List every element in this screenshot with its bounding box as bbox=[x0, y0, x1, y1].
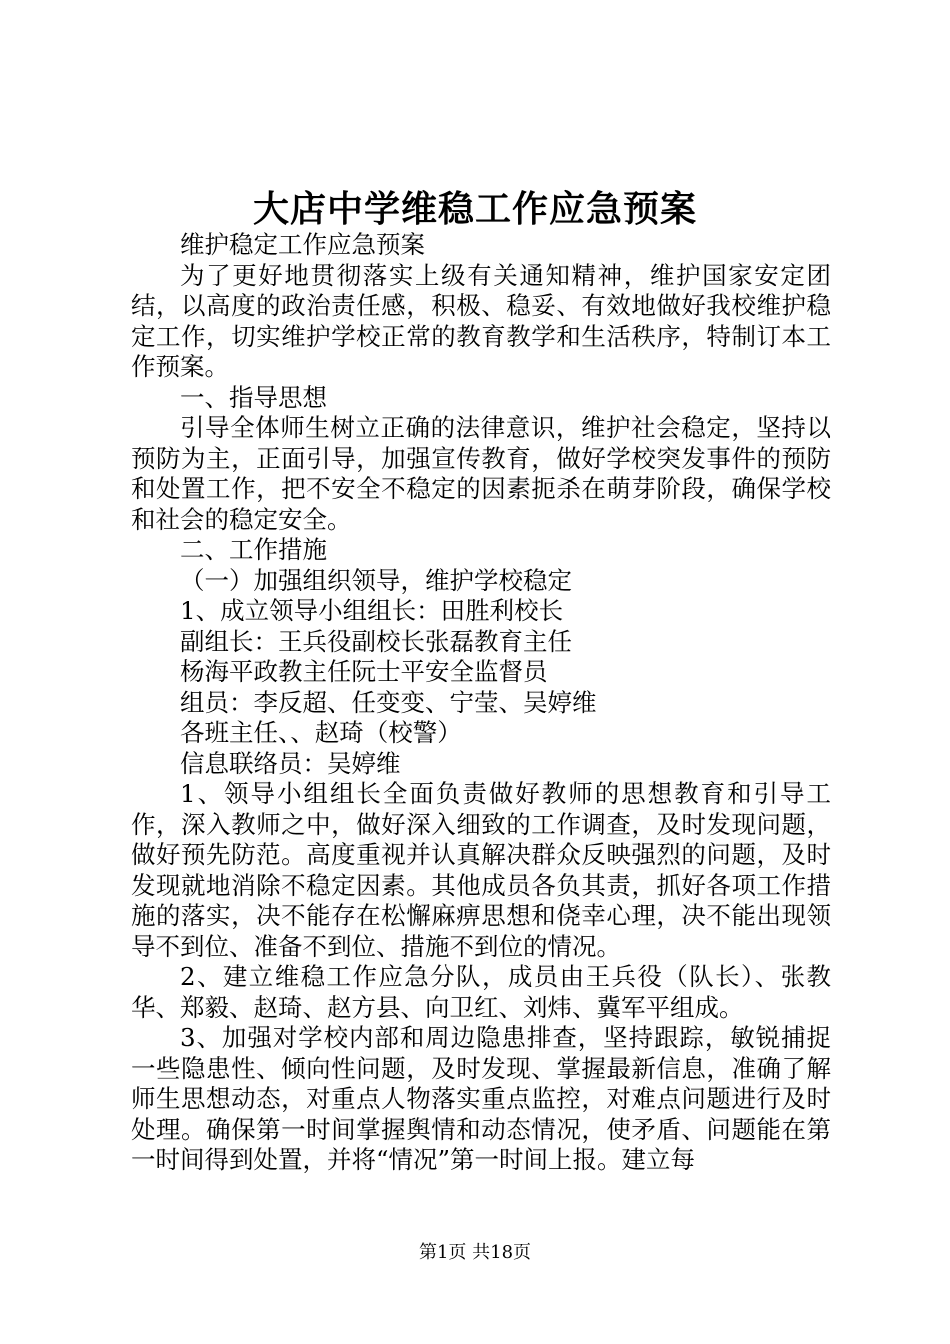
paragraph: 1、成立领导小组组长：田胜利校长 bbox=[180, 596, 564, 625]
document-title: 大店中学维稳工作应急预案 bbox=[252, 188, 697, 230]
paragraph: 维护稳定工作应急预案 bbox=[180, 230, 425, 259]
paragraph: 杨海平政教主任阮士平安全监督员 bbox=[180, 657, 548, 686]
paragraph: 2、建立维稳工作应急分队，成员由王兵役（队长）、张教华、郑毅、赵琦、赵方县、向卫红、刘炜、冀军平组成。 bbox=[131, 962, 831, 1022]
page-footer: 第1页 共18页 bbox=[418, 1242, 532, 1263]
document-body bbox=[131, 230, 831, 1176]
paragraph: 各班主任、、赵琦（校警） bbox=[180, 718, 462, 747]
section-heading: 二、工作措施 bbox=[180, 535, 327, 564]
subsection-heading: （一）加强组织领导，维护学校稳定 bbox=[180, 565, 572, 595]
paragraph: 引导全体师生树立正确的法律意识，维护社会稳定，坚持以预防为主，正面引导，加强宣传教育，做好学校突发事件的预防和处置工作，把不安全不稳定的因素扼杀在萌芽阶段，确保学校和社会的稳定安全。 bbox=[131, 413, 831, 534]
paragraph: 组员：李反超、任变变、宁莹、吴婷维 bbox=[180, 687, 597, 717]
paragraph: 信息联络员：吴婷维 bbox=[180, 748, 401, 778]
paragraph: 1、领导小组组长全面负责做好教师的思想教育和引导工作，深入教师之中，做好深入细致的工作调查，及时发现问题，做好预先防范。高度重视并认真解决群众反映强烈的问题，及时发现就地消除不稳定因素。其他成员各负其责，抓好各项工作措施的落实，决不能存在松懈麻痹思想和侥幸心理，决不能出现领导不到位、准备不到位、措施不到位的情况。 bbox=[131, 779, 831, 961]
section-heading: 一、指导思想 bbox=[180, 382, 327, 412]
paragraph: 3、加强对学校内部和周边隐患排查，坚持跟踪，敏锐捕捉一些隐患性、倾向性问题，及时发现、掌握最新信息，准确了解师生思想动态，对重点人物落实重点监控，对难点问题进行及时处理。确保第一时间掌握舆情和动态情况，使矛盾、问题能在第一时间得到处置，并将“情况”第一时间上报。建立每 bbox=[131, 1023, 831, 1174]
paragraph: 为了更好地贯彻落实上级有关通知精神，维护国家安定团结，以高度的政治责任感，积极、稳妥、有效地做好我校维护稳定工作，切实维护学校正常的教育教学和生活秩序，特制订本工作预案。 bbox=[131, 260, 831, 381]
paragraph: 副组长：王兵役副校长张磊教育主任 bbox=[180, 626, 572, 656]
